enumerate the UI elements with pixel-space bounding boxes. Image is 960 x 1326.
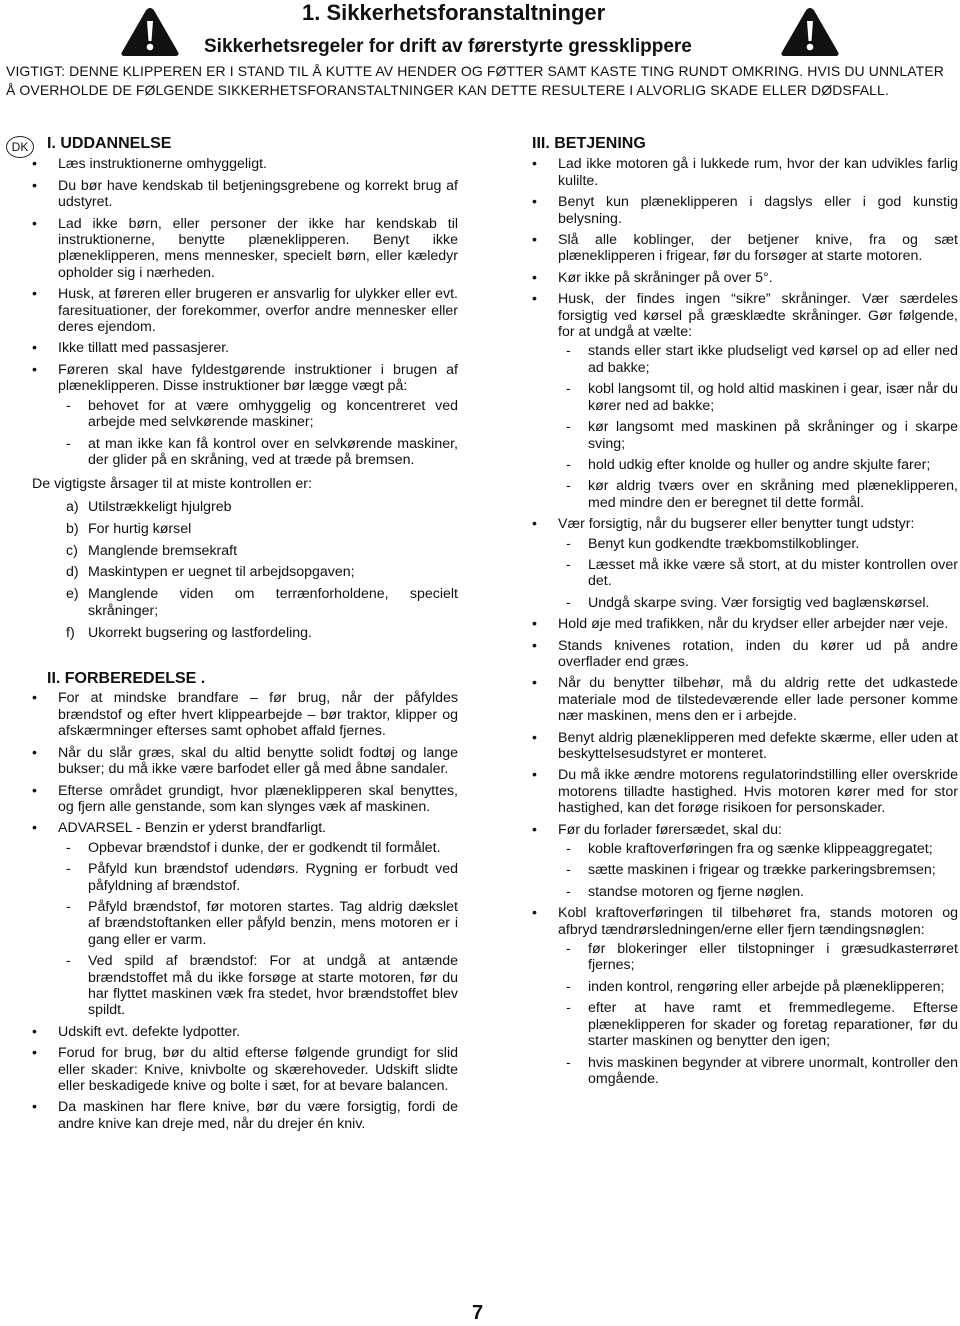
list-item: • Læs instruktionerne omhyggeligt. [32, 156, 458, 172]
right-column [532, 136, 958, 1092]
list-item: • Slå alle koblinger, der betjener knive, fra og sæt plæneklipperen i frigear, før du forsøger at starte motoren. [532, 232, 958, 265]
sublist-item: - Undgå skarpe sving. Vær forsigtig ved baglænskørsel. [558, 595, 958, 611]
list-item: • Udskift evt. defekte lydpotter. [32, 1024, 458, 1040]
list-item: • Benyt kun plæneklipperen i dagslys eller i god kunstig belysning. [532, 194, 958, 227]
list-item: • Benyt aldrig plæneklipperen med defekte skærme, eller uden at beskyttelsesudstyret er monteret. [532, 730, 958, 763]
list-item [532, 291, 958, 511]
list-item: • Stands knivenes rotation, inden du kører ud på andre overflader end græs. [532, 638, 958, 671]
sublist-item: - Påfyld brændstof, før motoren startes. Tag aldrig dækslet af brændstoftanken eller påfyld benzin, mens motoren er i gang eller er varm. [58, 899, 458, 948]
list-item: • Lad ikke motoren gå i lukkede rum, hvor der kan udvikles farlig kulilte. [532, 156, 958, 189]
sublist [558, 343, 958, 511]
list-item: • Da maskinen har flere knive, bør du være forsigtig, fordi de andre knive kan dreje med, når du drejer én kniv. [32, 1099, 458, 1132]
sublist [558, 841, 958, 900]
list-item: • Ikke tillatt med passasjerer. [32, 340, 458, 356]
sublist-item: - behovet for at være omhyggelig og koncentreret ved arbejde med selvkørende maskiner; [58, 398, 458, 431]
sublist-item: - Benyt kun godkendte trækbomstilkoblinger. [558, 536, 958, 552]
list-item: • Du bør have kendskab til betjeningsgrebene og korrekt brug af udstyret. [32, 178, 458, 211]
list-item: • Du må ikke ændre motorens regulatorindstilling eller overskride motorens tilladte hastighed. Hvis motoren kører med for stor hastighed, kan det forøge risikoen for personskader. [532, 767, 958, 816]
sublist [558, 941, 958, 1087]
sublist [558, 536, 958, 612]
sublist-item: - Læsset må ikke være så stort, at du mister kontrollen over det. [558, 557, 958, 590]
sublist-item: - kør aldrig tværs over en skråning med plæneklipperen, med mindre den er beregnet til dette formål. [558, 478, 958, 511]
sublist-item: - stands eller start ikke pludseligt ved kørsel op ad eller ned ad bakke; [558, 343, 958, 376]
cause-item: f) Ukorrekt bugsering og lastfordeling. [66, 624, 312, 641]
sublist [58, 840, 458, 1019]
section-heading-forberedelse: II. FORBEREDELSE . [47, 670, 206, 688]
list-item [32, 820, 458, 1018]
list-item: • Når du slår græs, skal du altid benytte solidt fodtøj og lange bukser; du må ikke være barfodet eller gå med åbne sandaler. [32, 745, 458, 778]
list-item: • Kør ikke på skråninger på over 5°. [532, 270, 958, 286]
page-subtitle: Sikkerhetsregeler for drift av førerstyrte gressklippere [204, 36, 692, 57]
list-item: • For at mindske brandfare – før brug, når der påfyldes brændstof og efter hvert klippearbejde – bør traktor, klipper og afskærmninger efterses samt ophobet affald fjernes. [32, 690, 458, 739]
list-item: • Når du benytter tilbehør, må du aldrig rette det udkastede materiale mod de tilstedeværende eller lade personer komme nær maskinen, mens den er i arbejde. [532, 675, 958, 724]
language-badge: DK [6, 136, 34, 158]
list-item [532, 822, 958, 901]
cause-item: e) Manglende viden om terrænforholdene, specielt skråninger; [66, 586, 458, 619]
list-item-text: Før du forlader førersædet, skal du: [558, 821, 782, 838]
list-item: • Hold øje med trafikken, når du krydser eller arbejder nær veje. [532, 616, 958, 632]
warning-triangle-icon [120, 6, 180, 58]
causes-list [32, 499, 458, 641]
section-heading-betjening: III. BETJENING [532, 135, 646, 152]
sublist-item: - standse motoren og fjerne nøglen. [558, 884, 958, 900]
sublist-item: - hold udkig efter knolde og huller og andre skjulte farer; [558, 457, 958, 473]
betjening-list [532, 156, 958, 1087]
list-item [532, 516, 958, 611]
list-item-text: Kobl kraftoverføringen til tilbehøret fra, stands motoren og afbryd tændrørsledningen/erne eller fjern tændingsnøglen: [558, 905, 958, 938]
forberedelse-list [32, 690, 458, 1132]
sublist-item: - koble kraftoverføringen fra og sænke klippeaggregatet; [558, 841, 958, 857]
sublist-item: - før blokeringer eller tilstopninger i græsudkasterrøret fjernes; [558, 941, 958, 974]
list-item-text: Vær forsigtig, når du bugserer eller benytter tungt udstyr: [558, 516, 915, 533]
sublist-item: - kobl langsomt til, og hold altid maskinen i gear, især når du kører ned ad bakke; [558, 381, 958, 414]
left-column [32, 136, 458, 1137]
sublist-item: - at man ikke kan få kontrol over en selvkørende maskiner, der glider på en skråning, ved at træde på bremsen. [58, 436, 458, 469]
cause-item: c) Manglende bremsekraft [66, 542, 238, 559]
cause-item: b) For hurtig kørsel [66, 520, 192, 537]
uddannelse-list [32, 156, 458, 641]
sublist-item: - hvis maskinen begynder at vibrere unormalt, kontroller den omgående. [558, 1055, 958, 1088]
causes-intro: De vigtigste årsager til at miste kontrollen er: [32, 476, 312, 493]
list-item-text: Husk, der findes ingen “sikre” skråninger. Vær særdeles forsigtig ved kørsel på græsklædte skråninger. Gør følgende, for at undgå at vælte: [558, 291, 958, 341]
list-item-text: Føreren skal have fyldestgørende instruktioner i brugen af plæneklipperen. Disse instruktioner bør lægge vægt på: [58, 361, 458, 395]
sublist-item: - Ved spild af brændstof: For at undgå at antænde brændstoffet må du ikke forsøge at starte motoren, før du har flyttet maskinen væk fra stedet, hvor brændstoffet blev spildt. [58, 953, 458, 1019]
sublist-item: - inden kontrol, rengøring eller arbejde på plæneklipperen; [558, 979, 958, 995]
list-item-text: ADVARSEL - Benzin er yderst brandfarligt. [58, 820, 327, 837]
cause-item: a) Utilstrækkeligt hjulgreb [66, 498, 232, 515]
list-item: • Husk, at føreren eller brugeren er ansvarlig for ulykker eller evt. faresituationer, der forekommer, overfor andre mennesker eller deres ejendom. [32, 286, 458, 335]
list-item: • Lad ikke børn, eller personer der ikke har kendskab til instruktionerne, benytte plæneklipperen. Benyt ikke plæneklipperen, mens mennesker, specielt børn, eller kæledyr opholder sig i nærheden. [32, 216, 458, 282]
sublist-item: - kør langsomt med maskinen på skråninger og i skarpe sving; [558, 419, 958, 452]
sublist [58, 398, 458, 469]
list-item: • Efterse området grundigt, hvor plæneklipperen skal benyttes, og fjern alle genstande, som kan slynges væk af maskinen. [32, 783, 458, 816]
section-heading-uddannelse: I. UDDANNELSE [47, 135, 172, 152]
sublist-item: - Påfyld kun brændstof udendørs. Rygning er forbudt ved påfyldning af brændstof. [58, 861, 458, 894]
page-number: 7 [472, 1302, 484, 1324]
page-title: 1. Sikkerhetsforanstaltninger [302, 0, 606, 25]
list-item [32, 362, 458, 641]
warning-triangle-icon [780, 6, 840, 58]
list-item [532, 905, 958, 1087]
warning-notice: VIGTIGT: DENNE KLIPPEREN ER I STAND TIL Å KUTTE AV HENDER OG FØTTER SAMT KASTE TING RUNDT OMKRING. HVIS DU UNNLATER Å OVERHOLDE DE FØLGENDE SIKKERHETSFORANSTALTNINGER KAN DETTE RESULTERE I ALVORLIG SKADE ELLER DØDSFALL. [6, 63, 944, 98]
sublist-item: - efter at have ramt et fremmedlegeme. Efterse plæneklipperen for skader og foretag reparationer, før du starter maskinen og benytter den igen; [558, 1000, 958, 1049]
sublist-item: - Opbevar brændstof i dunke, der er godkendt til formålet. [58, 840, 458, 856]
sublist-item: - sætte maskinen i frigear og trække parkeringsbremsen; [558, 862, 958, 878]
cause-item: d) Maskintypen er uegnet til arbejdsopgaven; [66, 564, 355, 581]
list-item: • Forud for brug, bør du altid efterse følgende grundigt for slid eller skader: Knive, knivbolte og skærehoveder. Udskift slidte eller beskadigede knive og bolte i sæt, for at bevare balancen. [32, 1045, 458, 1094]
